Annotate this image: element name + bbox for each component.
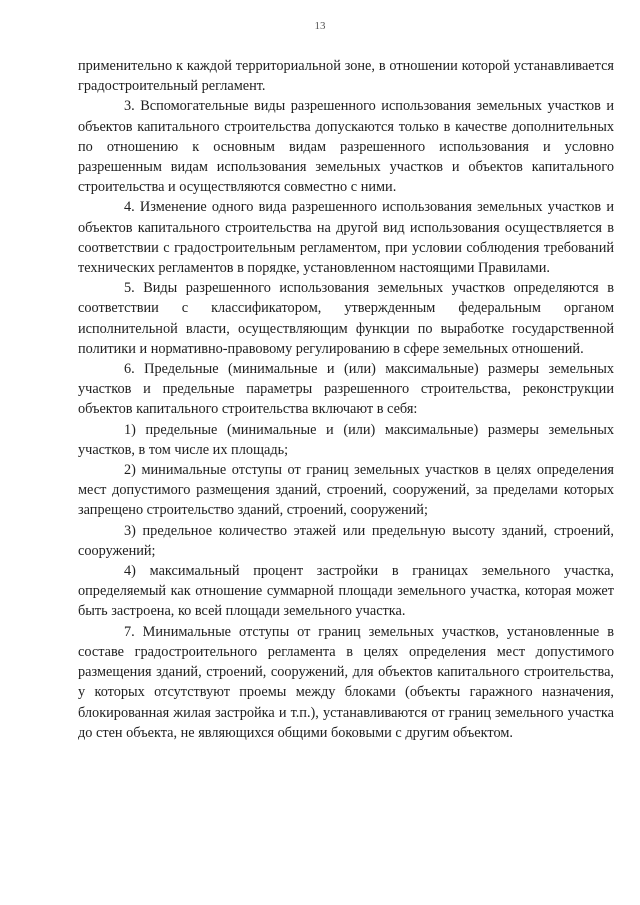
paragraph-item-4: 4. Изменение одного вида разрешенного использования земельных участков и объектов капитального строительства на другой вид использования осуществляется в соответствии с градостроительным регламентом, при условии соблюдения требований технических регламентов в порядке, установленном настоящими Правилами.	[78, 199, 614, 277]
subitem-3: 3) предельное количество этажей или предельную высоту зданий, строений, сооружений;	[78, 522, 614, 559]
subitem-4: 4) максимальный процент застройки в границах земельного участка, определяемый как отношение суммарной площади земельного участка, которая может быть застроена, ко всей площади земельного участка.	[78, 563, 614, 620]
subitem-1: 1) предельные (минимальные и (или) максимальные) размеры земельных участков, в том числе их площадь;	[78, 421, 614, 458]
paragraph-item-6: 6. Предельные (минимальные и (или) максимальные) размеры земельных участков и предельные параметры разрешенного строительства, реконструкции объектов капитального строительства включают в себя:	[78, 361, 614, 418]
paragraph-continuation: применительно к каждой территориальной зоне, в отношении которой устанавливается градостроительный регламент.	[78, 58, 614, 95]
page-number: 13	[314, 20, 326, 32]
document-body	[78, 56, 614, 743]
paragraph-item-5: 5. Виды разрешенного использования земельных участков определяются в соответствии с классификатором, утвержденным федеральным органом исполнительной власти, осуществляющим функции по выработке государственной политики и нормативно-правовому регулированию в сфере земельных отношений.	[78, 280, 614, 357]
subitem-2: 2) минимальные отступы от границ земельных участков в целях определения мест допустимого размещения зданий, строений, сооружений, за пределами которых запрещено строительство зданий, строений, сооружений;	[78, 462, 614, 519]
paragraph-item-7: 7. Минимальные отступы от границ земельных участков, установленные в составе градостроительного регламента в целях определения мест допустимого размещения зданий, строений, сооружений, для объектов капитального строительства, у которых отсутствуют проемы между блоками (объекты гаражного назначения, блокированная жилая застройка и т.п.), устанавливаются от границ земельного участка до стен объекта, не являющихся общими боковыми с другим объектом.	[78, 623, 614, 741]
paragraph-item-3: 3. Вспомогательные виды разрешенного использования земельных участков и объектов капитального строительства допускаются только в качестве дополнительных по отношению к основным видам разрешенного использования и условно разрешенным видам использования земельных участков и объектов капитального строительства и осуществляются совместно с ними.	[78, 98, 614, 196]
